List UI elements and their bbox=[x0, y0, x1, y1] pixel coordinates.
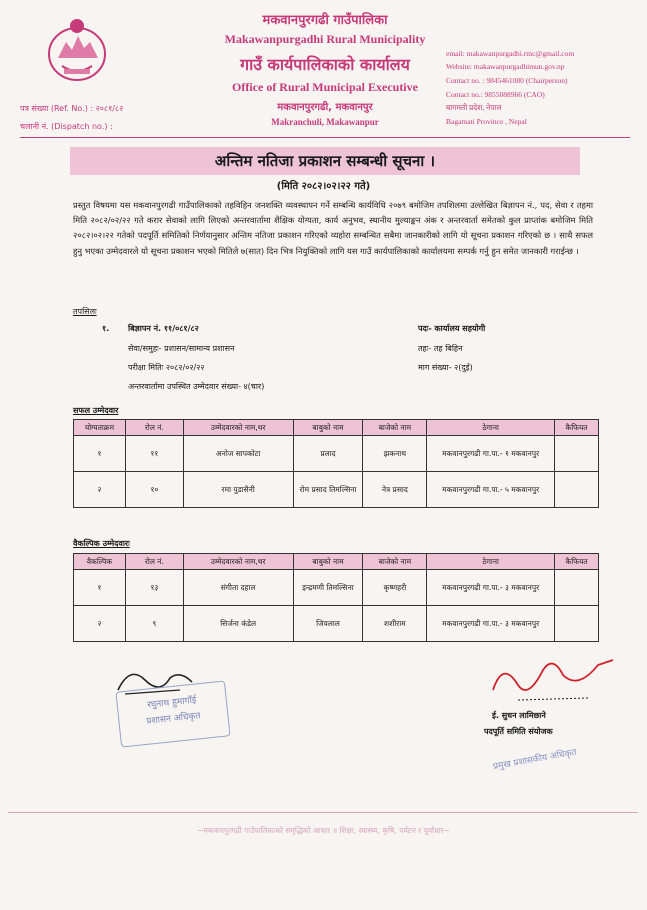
header-divider bbox=[20, 137, 630, 138]
address-np: मकवानपुरगढी, मकवानपुर bbox=[277, 102, 373, 113]
table-header-row bbox=[74, 420, 599, 436]
alternate-heading: वैकल्पिक उम्मेदवारः bbox=[73, 539, 130, 548]
table-cell bbox=[555, 472, 599, 508]
ref-no: पत्र संख्या (Ref. No.) : २०८१/८२ bbox=[20, 104, 124, 113]
column-header: बाबुको नाम bbox=[293, 420, 363, 436]
table-cell: मकवानपुरगढी गा.पा.- ३ मकवानपुर bbox=[427, 570, 555, 606]
website: Website: makawanpurgadhimun.gov.np bbox=[446, 62, 565, 71]
municipality-name-en: Makawanpurgadhi Rural Municipality bbox=[224, 32, 426, 46]
signature-right-icon bbox=[488, 640, 618, 710]
municipality-name-np: मकवानपुरगढी गाउँपालिका bbox=[262, 13, 388, 28]
column-header: योग्यताक्रम bbox=[74, 420, 126, 436]
column-header: कैफियत bbox=[555, 554, 599, 570]
table-cell: २ bbox=[74, 472, 126, 508]
level: तहः- तह बिहिन bbox=[418, 344, 463, 353]
signatory-name: ई. सुधन लामिछाने bbox=[492, 711, 546, 720]
table-cell: झकनाथ bbox=[363, 436, 427, 472]
table-cell: १ bbox=[74, 436, 126, 472]
table-cell: अनोज सापकोटा bbox=[183, 436, 293, 472]
table-cell: इन्द्रमणी तिमल्सिना bbox=[293, 570, 363, 606]
table-cell: २ bbox=[74, 606, 126, 642]
stamp-name: रघुनाथ हुमागाँई bbox=[146, 695, 197, 711]
column-header: बाजेको नाम bbox=[363, 554, 427, 570]
successful-table bbox=[73, 419, 599, 508]
column-header: बाजेको नाम bbox=[363, 420, 427, 436]
province-en: Bagamati Province , Nepal bbox=[446, 117, 527, 126]
post: पदः- कार्यालय सहयोगी bbox=[418, 324, 486, 333]
office-name-np: गाउँ कार्यपालिकाको कार्यालय bbox=[240, 55, 410, 74]
table-cell: शशीराम bbox=[363, 606, 427, 642]
table-cell: १० bbox=[125, 472, 183, 508]
column-header: ठेगाना bbox=[427, 420, 555, 436]
column-header: रोल नं. bbox=[125, 554, 183, 570]
table-cell bbox=[555, 436, 599, 472]
ad-number: बिज्ञापन नं. ११/०८१/८२ bbox=[128, 324, 199, 333]
contact-chairperson: Contact no. : 9845461080 (Chairperson) bbox=[446, 76, 568, 85]
table-row bbox=[74, 570, 599, 606]
table-cell: सिर्जना कंडेल bbox=[183, 606, 293, 642]
table-cell: ११ bbox=[125, 436, 183, 472]
stamp-role: प्रशासन अधिकृत bbox=[145, 711, 202, 727]
table-cell bbox=[555, 606, 599, 642]
address-en: Makranchuli, Makawanpur bbox=[271, 117, 379, 127]
successful-heading: सफल उम्मेदवार bbox=[73, 406, 119, 415]
column-header: बाबुको नाम bbox=[293, 554, 363, 570]
column-header: उम्मेदवारको नाम,थर bbox=[183, 554, 293, 570]
table-cell: मकवानपुरगढी गा.पा.- १ मकवानपुर bbox=[427, 436, 555, 472]
table-cell: कृष्णहरी bbox=[363, 570, 427, 606]
table-cell: जिवलाल bbox=[293, 606, 363, 642]
nepal-emblem-icon bbox=[44, 14, 110, 84]
table-row bbox=[74, 606, 599, 642]
details-heading: तपसिलः bbox=[73, 307, 97, 316]
province-np: बागमती प्रदेश, नेपाल bbox=[446, 103, 502, 112]
dispatch-no: चलानी नं. (Dispatch no.) : bbox=[20, 122, 113, 131]
admin-officer-stamp bbox=[115, 680, 230, 747]
table-cell: मकवानपुरगढी गा.पा.- ३ मकवानपुर bbox=[427, 606, 555, 642]
column-header: उम्मेदवारको नाम,थर bbox=[183, 420, 293, 436]
footer-motto: ~मकवानपुरगढी गाउँपालिकाको समृद्धिको आधार ॥ शिक्षा, स्वास्थ्य, कृषि, पर्यटन र पूर्वाधार~ bbox=[197, 826, 450, 835]
office-name-en: Office of Rural Municipal Executive bbox=[232, 80, 418, 94]
table-cell: ९ bbox=[125, 606, 183, 642]
table-cell: रमा पुडासैनी bbox=[183, 472, 293, 508]
notice-body: प्रस्तुत विषयमा यस मकवानपुरगढी गाउँपालिकाको तहविहिन जनशक्ति व्यवस्थापन गर्ने सम्बन्धि कार्यविधि २०७९ बमोजिम तपशिलमा उल्लेखित बिज्ञापन नं., पद, सेवा र तहमा मिति २०८२/०२/२२ गते करार सेवाको लागि लिएको अन्तरवार्तामा शैक्षिक योग्यता, कार्य अनुभव, स्थानीय मुल्याङ्कन अंक र अन्तरवार्ता समेतको कुल प्राप्तांक बमोजिम मिति २०८२।०२।२२ गतेको पदपूर्ति समितिको निर्णयानुसार अन्तिम नतिजा प्रकाशन गरिएको व्यहोरा सम्बन्धित सबैमा जानकारीको लागि यो सूचना प्रकाशन गरिएको छ । साथै सफल हुनु भएका उम्मेदवारले यो सूचना प्रकाशन भएको मितिले ७(सात) दिन भित्र नियुक्तिको लागि यस गाउँ कार्यपालिकाको कार्यालयमा सम्पर्क गर्नु हुन समेत जानकारी गराईन्छ । bbox=[73, 200, 593, 256]
column-header: ठेगाना bbox=[427, 554, 555, 570]
details-serial: १. bbox=[102, 324, 110, 333]
service-group: सेवा/समुहः- प्रशासन/सामान्य प्रशासन bbox=[128, 344, 235, 353]
footer-divider bbox=[8, 812, 638, 813]
signatory-role: पदपूर्ति समिति संयोजक bbox=[484, 727, 553, 736]
column-header: कैफियत bbox=[555, 420, 599, 436]
demand-count: माग संख्या- २(दुई) bbox=[418, 363, 473, 372]
table-cell: नेत्र प्रसाद bbox=[363, 472, 427, 508]
table-cell: १३ bbox=[125, 570, 183, 606]
column-header: वैकल्पिक bbox=[74, 554, 126, 570]
table-row bbox=[74, 436, 599, 472]
alternate-table bbox=[73, 553, 599, 642]
table-cell: रोम प्रसाद तिमल्सिना bbox=[293, 472, 363, 508]
contact-cao: Contact no.: 9855088966 (CAO) bbox=[446, 90, 545, 99]
table-cell: मकवानपुरगढी गा.पा.- ५ मकवानपुर bbox=[427, 472, 555, 508]
present-count: अन्तरवार्तामा उपस्थित उम्मेदवार संख्या- ४(चार) bbox=[128, 382, 265, 391]
table-row bbox=[74, 472, 599, 508]
table-cell: प्रलाद bbox=[293, 436, 363, 472]
table-cell: १ bbox=[74, 570, 126, 606]
notice-date: (मिति २०८२।०२।२२ गते) bbox=[276, 181, 371, 192]
table-cell bbox=[555, 570, 599, 606]
table-cell: संगीता दहाल bbox=[183, 570, 293, 606]
table-header-row bbox=[74, 554, 599, 570]
email: email: makawanpurgadhi.rmc@gmail.com bbox=[446, 49, 575, 58]
notice-title: अन्तिम नतिजा प्रकाशन सम्बन्धी सूचना । bbox=[70, 147, 580, 175]
exam-date: परीक्षा मितिः २०८२/०२/२२ bbox=[128, 363, 205, 372]
column-header: रोल नं. bbox=[125, 420, 183, 436]
cao-stamp: प्रमुख प्रशासकीय अधिकृत bbox=[492, 747, 578, 773]
